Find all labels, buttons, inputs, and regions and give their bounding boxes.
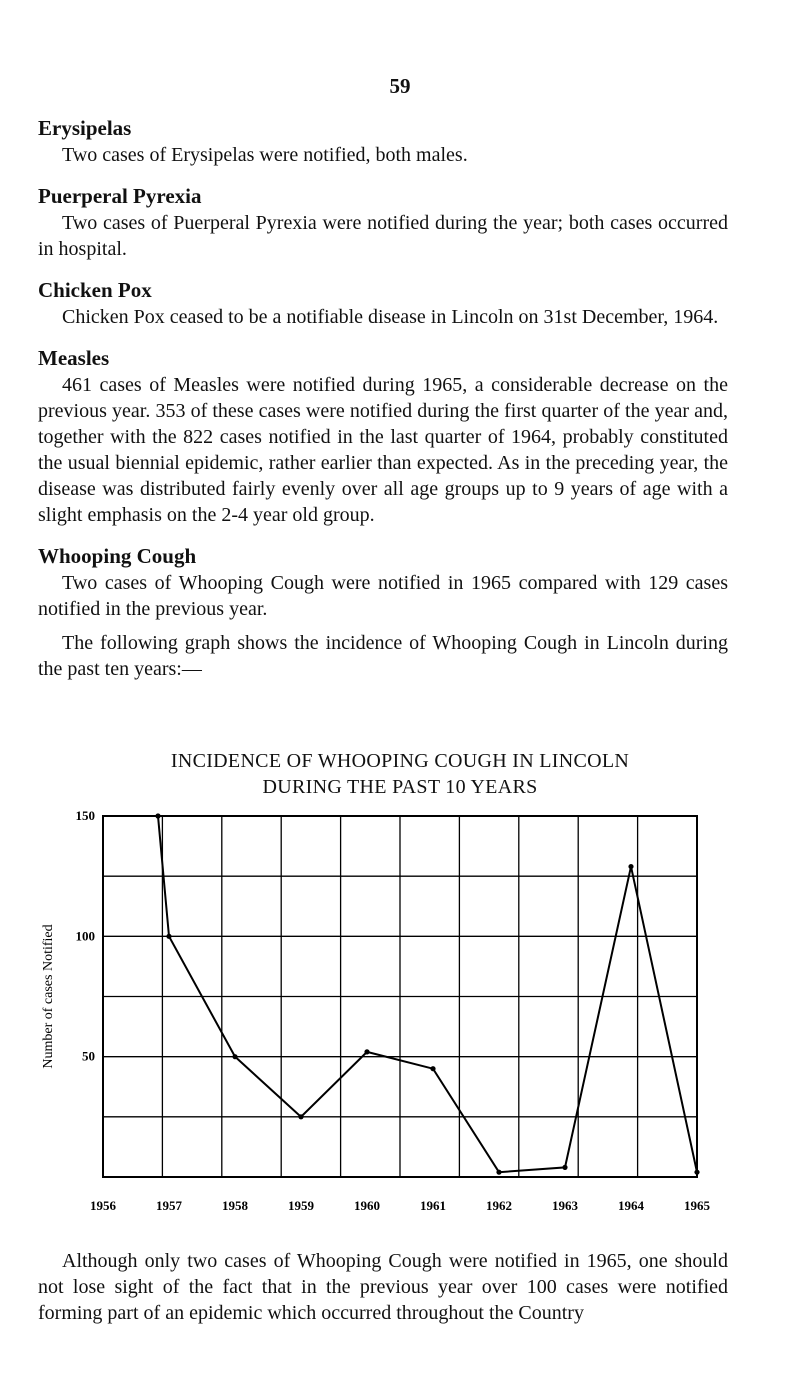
paragraph-erysipelas: Two cases of Erysipelas were notified, both males. [62, 144, 468, 166]
y-tick-label: 50 [82, 1048, 95, 1064]
data-point [694, 1170, 699, 1175]
y-tick-label: 100 [75, 928, 95, 944]
data-point [298, 1114, 303, 1119]
chart-title-line-2: DURING THE PAST 10 YEARS [262, 776, 538, 798]
paragraph-whooping-cough-1: Two cases of Whooping Cough were notified in 1965 compared with 129 cases notified in the previous year. [38, 572, 728, 620]
chart-series [155, 813, 699, 1174]
y-axis-label: Number of cases Notified [41, 924, 56, 1069]
x-tick-label: 1959 [288, 1198, 314, 1213]
data-point [166, 934, 171, 939]
heading-measles: Measles [38, 346, 110, 370]
page-number: 59 [389, 74, 411, 98]
x-tick-label: 1956 [90, 1198, 116, 1213]
x-tick-label: 1958 [222, 1198, 248, 1213]
heading-erysipelas: Erysipelas [38, 116, 132, 140]
x-tick-label: 1957 [156, 1198, 182, 1213]
series-line [158, 816, 697, 1172]
data-point [430, 1066, 435, 1071]
paragraph-puerperal-pyrexia: Two cases of Puerperal Pyrexia were notified during the year; both cases occurred in hospital. [38, 212, 728, 260]
chart-grid [103, 816, 697, 1177]
y-axis-ticks [76, 808, 96, 1064]
paragraph-chicken-pox: Chicken Pox ceased to be a notifiable disease in Lincoln on 31st December, 1964. [62, 306, 719, 328]
chart-title-line-1: INCIDENCE OF WHOOPING COUGH IN LINCOLN [170, 750, 630, 772]
x-tick-label: 1963 [552, 1198, 578, 1213]
data-point [232, 1054, 237, 1059]
x-tick-label: 1960 [354, 1198, 380, 1213]
data-point [364, 1049, 369, 1054]
paragraph-measles: 461 cases of Measles were notified during 1965, a considerable decrease on the previous year. 353 of these cases were notified during the first quarter of the year and, together with the 822 cases notified in the last quarter of 1964, probably constituted the usual biennial epidemic, rather earlier than expected. As in the preceding year, the disease was distributed fairly evenly over all age groups up to 9 years of age with a slight emphasis on the 2-4 year old group. [38, 374, 728, 526]
x-tick-label: 1964 [618, 1198, 644, 1213]
heading-puerperal-pyrexia: Puerperal Pyrexia [38, 184, 202, 208]
data-point [496, 1170, 501, 1175]
y-tick-label: 150 [75, 808, 95, 823]
data-point [628, 864, 633, 869]
heading-chicken-pox: Chicken Pox [38, 278, 152, 302]
paragraph-whooping-cough-2: The following graph shows the incidence of Whooping Cough in Lincoln during the past ten years:— [38, 632, 728, 680]
heading-whooping-cough: Whooping Cough [38, 544, 197, 568]
data-point [562, 1165, 567, 1170]
paragraph-closing: Although only two cases of Whooping Cough were notified in 1965, one should not lose sight of the fact that in the previous year over 100 cases were notified forming part of an epidemic which occurred throughout the Country [38, 1250, 728, 1324]
x-axis-ticks [90, 1198, 711, 1213]
x-tick-label: 1962 [486, 1198, 512, 1213]
x-tick-label: 1961 [420, 1198, 446, 1213]
closing-text [38, 1248, 728, 1326]
x-tick-label: 1965 [684, 1198, 710, 1213]
data-point [155, 813, 160, 818]
